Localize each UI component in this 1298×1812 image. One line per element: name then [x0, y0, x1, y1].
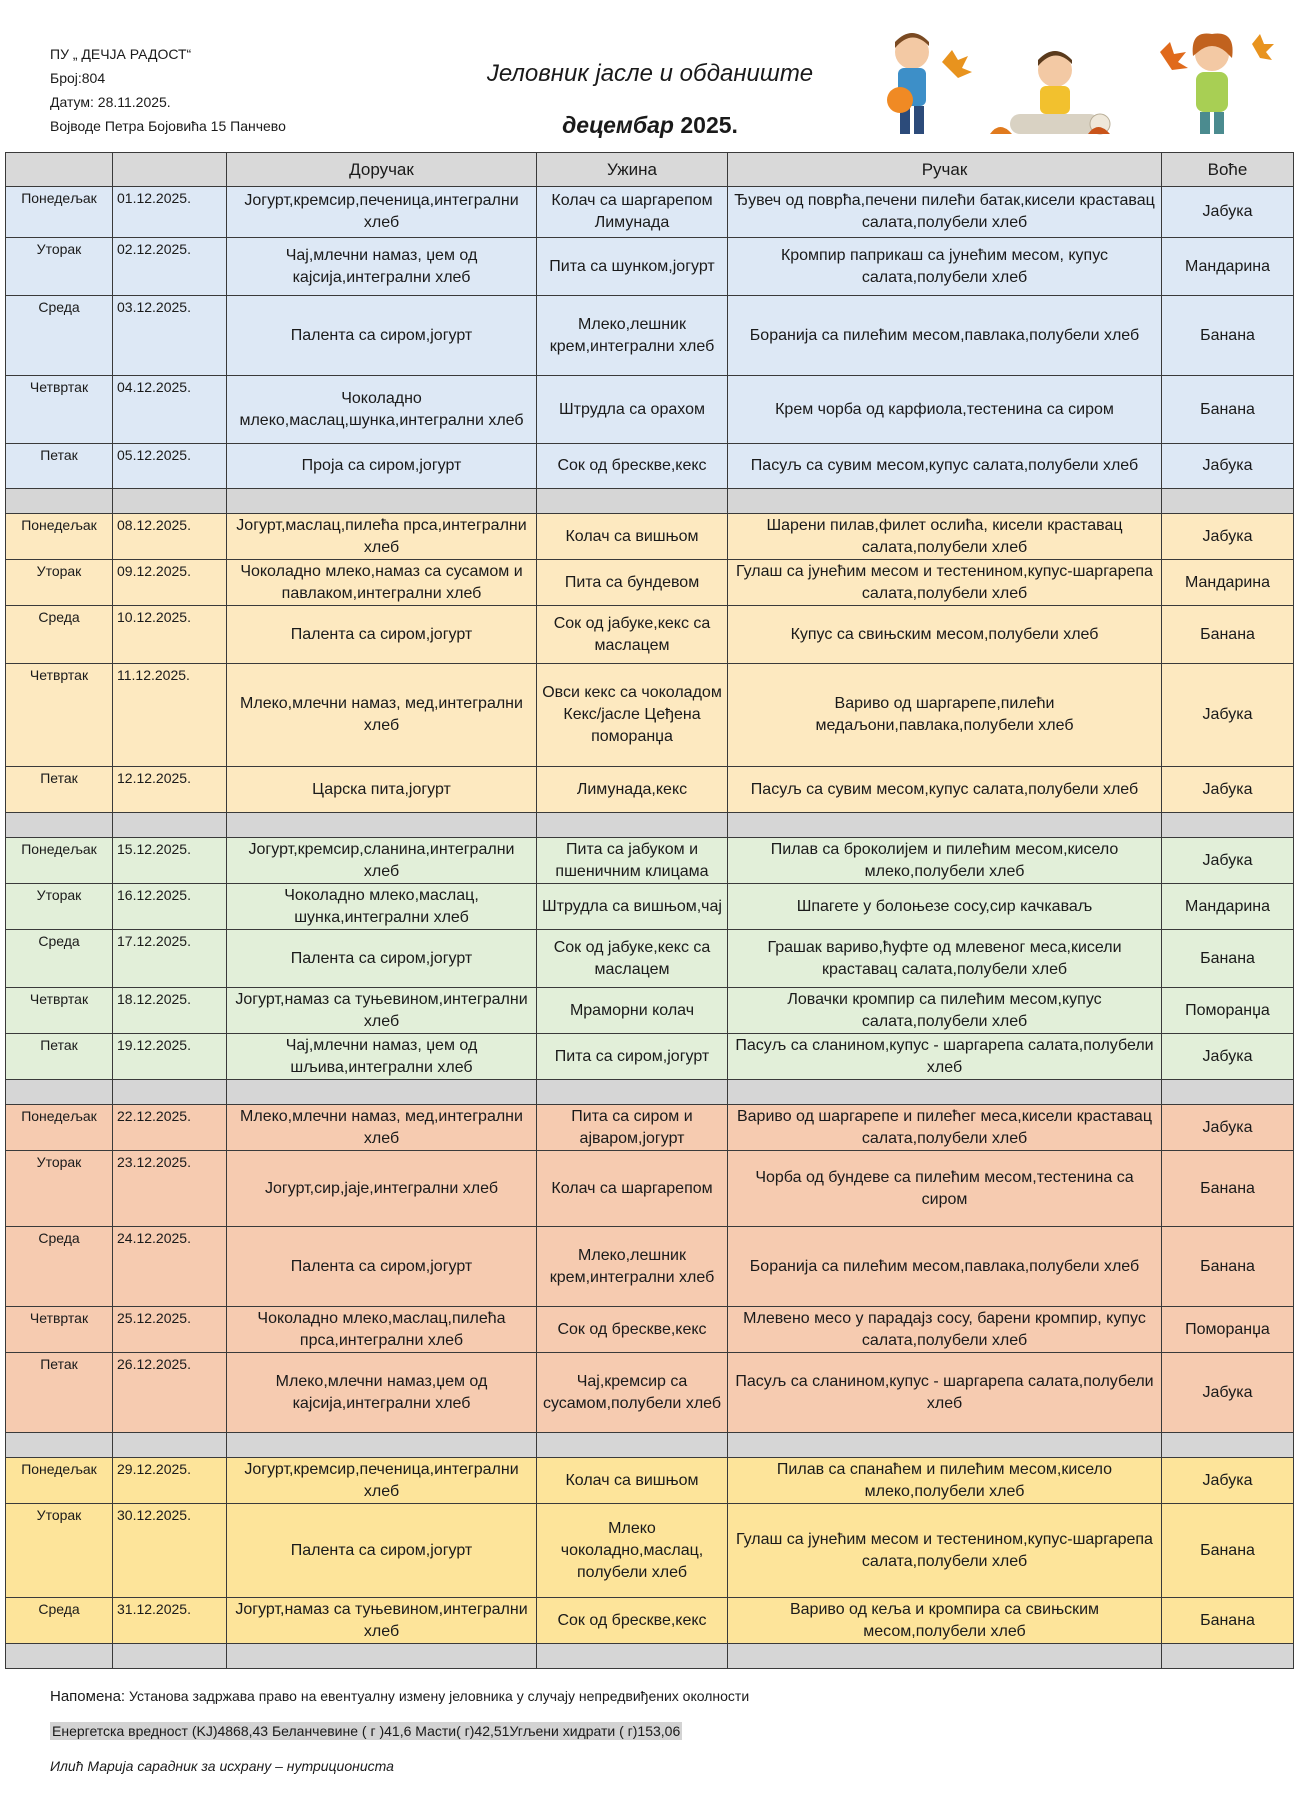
snack-cell: Сок од брескве,кекс: [537, 1307, 728, 1353]
header-day: [6, 153, 113, 187]
kid-on-log-icon: [990, 51, 1110, 134]
separator-cell: [728, 1644, 1162, 1669]
snack-cell: Колач са вишњом: [537, 514, 728, 560]
table-row: [6, 296, 1294, 376]
date-cell: 26.12.2025.: [113, 1353, 227, 1433]
snack-cell: Пита са сиром,јогурт: [537, 1034, 728, 1080]
snack-cell: Пита са сиром и ајваром,јогурт: [537, 1105, 728, 1151]
separator-cell: [1162, 1433, 1294, 1458]
lunch-cell: Чорба од бундеве са пилећим месом,тестенина са сиром: [728, 1151, 1162, 1227]
fruit-cell: Јабука: [1162, 187, 1294, 238]
table-row: [6, 664, 1294, 767]
header-block: [50, 42, 286, 138]
snack-cell: Млеко чоколадно,маслац, полубели хлеб: [537, 1504, 728, 1598]
day-cell: Уторак: [6, 1151, 113, 1227]
fruit-cell: Мандарина: [1162, 238, 1294, 296]
separator-cell: [6, 813, 113, 838]
menu-table: [5, 152, 1294, 1669]
day-cell: Петак: [6, 767, 113, 813]
date-cell: 15.12.2025.: [113, 838, 227, 884]
table-row: [6, 838, 1294, 884]
separator-cell: [728, 1080, 1162, 1105]
lunch-cell: Пасуљ са сланином,купус - шаргарепа салата,полубели хлеб: [728, 1034, 1162, 1080]
table-row: [6, 1034, 1294, 1080]
lunch-cell: Грашак вариво,ћуфте од млевеног меса,кисели краставац салата,полубели хлеб: [728, 930, 1162, 988]
day-cell: Понедељак: [6, 187, 113, 238]
snack-cell: Колач са шаргарепом: [537, 1151, 728, 1227]
header-fruit: Воће: [1162, 153, 1294, 187]
table-row: [6, 1105, 1294, 1151]
lunch-cell: Гулаш са јунећим месом и тестенином,купус-шаргарепа салата,полубели хлеб: [728, 1504, 1162, 1598]
snack-cell: Млеко,лешник крем,интегрални хлеб: [537, 1227, 728, 1307]
date-cell: 08.12.2025.: [113, 514, 227, 560]
menu-body: [6, 187, 1294, 1669]
day-cell: Понедељак: [6, 1458, 113, 1504]
date-cell: 24.12.2025.: [113, 1227, 227, 1307]
fruit-cell: Јабука: [1162, 1458, 1294, 1504]
header-date: [113, 153, 227, 187]
date-cell: 18.12.2025.: [113, 988, 227, 1034]
month-title: [480, 112, 820, 139]
fruit-cell: Банана: [1162, 376, 1294, 444]
table-row: [6, 1504, 1294, 1598]
separator-cell: [227, 1433, 537, 1458]
lunch-cell: Ђувеч од поврћа,печени пилећи батак,кисели краставац салата,полубели хлеб: [728, 187, 1162, 238]
table-row: [6, 1458, 1294, 1504]
lunch-cell: Боранија са пилећим месом,павлака,полубели хлеб: [728, 1227, 1162, 1307]
date-cell: 10.12.2025.: [113, 606, 227, 664]
fruit-cell: Поморанџа: [1162, 1307, 1294, 1353]
date-cell: 17.12.2025.: [113, 930, 227, 988]
lunch-cell: Купус са свињским месом,полубели хлеб: [728, 606, 1162, 664]
snack-cell: Колач са шаргарепом Лимунада: [537, 187, 728, 238]
lunch-cell: Ловачки кромпир са пилећим месом,купус салата,полубели хлеб: [728, 988, 1162, 1034]
day-cell: Понедељак: [6, 514, 113, 560]
table-row: [6, 1151, 1294, 1227]
snack-cell: Овси кекс са чоколадом Кекс/јасле Цеђена поморанџа: [537, 664, 728, 767]
lunch-cell: Вариво од кеља и кромпира са свињским месом,полубели хлеб: [728, 1598, 1162, 1644]
breakfast-cell: Јогурт,кремсир,сланина,интегрални хлеб: [227, 838, 537, 884]
lunch-cell: Вариво од шаргарепе,пилећи медаљони,павлака,полубели хлеб: [728, 664, 1162, 767]
date-cell: 09.12.2025.: [113, 560, 227, 606]
fruit-cell: Јабука: [1162, 1105, 1294, 1151]
page-title: Јеловник јасле и обданиште: [486, 60, 814, 87]
snack-cell: Сок од јабуке,кекс са маслацем: [537, 930, 728, 988]
separator-cell: [537, 1644, 728, 1669]
day-cell: Четвртак: [6, 664, 113, 767]
day-cell: Среда: [6, 930, 113, 988]
fruit-cell: Банана: [1162, 1151, 1294, 1227]
breakfast-cell: Јогурт,кремсир,печеница,интегрални хлеб: [227, 1458, 537, 1504]
breakfast-cell: Чоколадно млеко,маслац, шунка,интегрални хлеб: [227, 884, 537, 930]
lunch-cell: Гулаш са јунећим месом и тестенином,купус-шаргарепа салата,полубели хлеб: [728, 560, 1162, 606]
snack-cell: Сок од брескве,кекс: [537, 444, 728, 489]
table-row: [6, 560, 1294, 606]
breakfast-cell: Палента са сиром,јогурт: [227, 1227, 537, 1307]
separator-cell: [537, 813, 728, 838]
table-row: [6, 514, 1294, 560]
fruit-cell: Поморанџа: [1162, 988, 1294, 1034]
separator-cell: [113, 1433, 227, 1458]
date-cell: 29.12.2025.: [113, 1458, 227, 1504]
lunch-cell: Пасуљ са сувим месом,купус салата,полубели хлеб: [728, 767, 1162, 813]
date-cell: 19.12.2025.: [113, 1034, 227, 1080]
snack-cell: Мраморни колач: [537, 988, 728, 1034]
day-cell: Четвртак: [6, 988, 113, 1034]
week-separator-row: [6, 1644, 1294, 1669]
date-cell: 30.12.2025.: [113, 1504, 227, 1598]
autumn-kids-illustration: [860, 22, 1298, 144]
header-breakfast: Доручак: [227, 153, 537, 187]
breakfast-cell: Чоколадно млеко,маслац,шунка,интегрални хлеб: [227, 376, 537, 444]
document-number: Број:804: [50, 70, 106, 86]
separator-cell: [113, 489, 227, 514]
snack-cell: Штрудла са орахом: [537, 376, 728, 444]
fruit-cell: Јабука: [1162, 444, 1294, 489]
fruit-cell: Банана: [1162, 1227, 1294, 1307]
breakfast-cell: Палента са сиром,јогурт: [227, 930, 537, 988]
fruit-cell: Банана: [1162, 1598, 1294, 1644]
institution-name: ПУ „ ДЕЧЈА РАДОСТ“: [50, 46, 192, 62]
week-separator-row: [6, 813, 1294, 838]
snack-cell: Штрудла са вишњом,чај: [537, 884, 728, 930]
fruit-cell: Јабука: [1162, 1353, 1294, 1433]
fruit-cell: Банана: [1162, 296, 1294, 376]
separator-cell: [1162, 1080, 1294, 1105]
fruit-cell: Мандарина: [1162, 884, 1294, 930]
table-row: [6, 884, 1294, 930]
separator-cell: [227, 1080, 537, 1105]
date-cell: 31.12.2025.: [113, 1598, 227, 1644]
breakfast-cell: Јогурт,сир,јаје,интегрални хлеб: [227, 1151, 537, 1227]
breakfast-cell: Палента са сиром,јогурт: [227, 1504, 537, 1598]
day-cell: Уторак: [6, 1504, 113, 1598]
snack-cell: Сок од брескве,кекс: [537, 1598, 728, 1644]
note-label: Напомена:: [50, 1688, 126, 1705]
breakfast-cell: Млеко,млечни намаз, мед,интегрални хлеб: [227, 664, 537, 767]
day-cell: Петак: [6, 1353, 113, 1433]
day-cell: Среда: [6, 1598, 113, 1644]
fruit-cell: Јабука: [1162, 514, 1294, 560]
table-row: [6, 767, 1294, 813]
separator-cell: [6, 1644, 113, 1669]
day-cell: Понедељак: [6, 838, 113, 884]
snack-cell: Пита са шунком,јогурт: [537, 238, 728, 296]
separator-cell: [728, 813, 1162, 838]
fruit-cell: Јабука: [1162, 838, 1294, 884]
day-cell: Четвртак: [6, 376, 113, 444]
fruit-cell: Јабука: [1162, 1034, 1294, 1080]
day-cell: Уторак: [6, 238, 113, 296]
separator-cell: [6, 489, 113, 514]
fruit-cell: Јабука: [1162, 767, 1294, 813]
breakfast-cell: Палента са сиром,јогурт: [227, 606, 537, 664]
day-cell: Среда: [6, 606, 113, 664]
breakfast-cell: Царска пита,јогурт: [227, 767, 537, 813]
table-row: [6, 988, 1294, 1034]
separator-cell: [113, 1644, 227, 1669]
kid-with-pumpkin-icon: [887, 33, 972, 134]
separator-cell: [1162, 489, 1294, 514]
date-cell: 02.12.2025.: [113, 238, 227, 296]
day-cell: Понедељак: [6, 1105, 113, 1151]
breakfast-cell: Чај,млечни намаз, џем од шљива,интегрални хлеб: [227, 1034, 537, 1080]
date-cell: 23.12.2025.: [113, 1151, 227, 1227]
separator-cell: [537, 1433, 728, 1458]
lunch-cell: Пилав са спанаћем и пилећим месом,кисело млеко,полубели хлеб: [728, 1458, 1162, 1504]
separator-cell: [537, 1080, 728, 1105]
breakfast-cell: Јогурт,маслац,пилећа прса,интегрални хлеб: [227, 514, 537, 560]
fruit-cell: Банана: [1162, 606, 1294, 664]
snack-cell: Лимунада,кекс: [537, 767, 728, 813]
snack-cell: Чај,кремсир са сусамом,полубели хлеб: [537, 1353, 728, 1433]
fruit-cell: Банана: [1162, 1504, 1294, 1598]
separator-cell: [227, 1644, 537, 1669]
table-row: [6, 1353, 1294, 1433]
date-cell: 22.12.2025.: [113, 1105, 227, 1151]
table-row: [6, 1307, 1294, 1353]
snack-cell: Колач са вишњом: [537, 1458, 728, 1504]
month-name: децембар: [562, 112, 674, 138]
lunch-cell: Шарени пилав,филет ослића, кисели краставац салата,полубели хлеб: [728, 514, 1162, 560]
header-snack: Ужина: [537, 153, 728, 187]
lunch-cell: Шпагете у болоњезе сосу,сир качкаваљ: [728, 884, 1162, 930]
lunch-cell: Боранија са пилећим месом,павлака,полубели хлеб: [728, 296, 1162, 376]
week-separator-row: [6, 1080, 1294, 1105]
institution-address: Војводе Петра Бојовића 15 Панчево: [50, 118, 286, 134]
separator-cell: [537, 489, 728, 514]
lunch-cell: Крем чорба од карфиола,тестенина са сиром: [728, 376, 1162, 444]
energy-values: Енергетска вредност (KJ)4868,43 Беланчевине ( г )41,6 Масти( г)42,51Угљени хидрати ( г)153,06: [52, 1723, 681, 1739]
week-separator-row: [6, 489, 1294, 514]
separator-cell: [227, 489, 537, 514]
table-row: [6, 1598, 1294, 1644]
fruit-cell: Јабука: [1162, 664, 1294, 767]
day-cell: Петак: [6, 444, 113, 489]
day-cell: Петак: [6, 1034, 113, 1080]
separator-cell: [1162, 1644, 1294, 1669]
day-cell: Уторак: [6, 884, 113, 930]
day-cell: Уторак: [6, 560, 113, 606]
table-row: [6, 376, 1294, 444]
breakfast-cell: Јогурт,намаз са туњевином,интегрални хлеб: [227, 1598, 537, 1644]
breakfast-cell: Јогурт,намаз са туњевином,интегрални хлеб: [227, 988, 537, 1034]
separator-cell: [728, 489, 1162, 514]
breakfast-cell: Млеко,млечни намаз, мед,интегрални хлеб: [227, 1105, 537, 1151]
table-header-row: [6, 153, 1294, 187]
nutritionist-signature: Илић Марија сарадник за исхрану – нутрициониста: [50, 1758, 394, 1774]
date-cell: 16.12.2025.: [113, 884, 227, 930]
table-row: [6, 606, 1294, 664]
header-lunch: Ручак: [728, 153, 1162, 187]
fruit-cell: Мандарина: [1162, 560, 1294, 606]
separator-cell: [728, 1433, 1162, 1458]
month-year: 2025.: [680, 112, 738, 138]
document-date: Датум: 28.11.2025.: [50, 94, 171, 110]
date-cell: 04.12.2025.: [113, 376, 227, 444]
breakfast-cell: Чоколадно млеко,намаз са сусамом и павлаком,интегрални хлеб: [227, 560, 537, 606]
date-cell: 12.12.2025.: [113, 767, 227, 813]
separator-cell: [113, 813, 227, 838]
table-row: [6, 930, 1294, 988]
snack-cell: Пита са бундевом: [537, 560, 728, 606]
table-row: [6, 238, 1294, 296]
fruit-cell: Банана: [1162, 930, 1294, 988]
separator-cell: [1162, 813, 1294, 838]
date-cell: 03.12.2025.: [113, 296, 227, 376]
date-cell: 05.12.2025.: [113, 444, 227, 489]
day-cell: Среда: [6, 296, 113, 376]
week-separator-row: [6, 1433, 1294, 1458]
lunch-cell: Пилав са броколијем и пилећим месом,кисело млеко,полубели хлеб: [728, 838, 1162, 884]
day-cell: Среда: [6, 1227, 113, 1307]
breakfast-cell: Млеко,млечни намаз,џем од кајсија,интегрални хлеб: [227, 1353, 537, 1433]
separator-cell: [113, 1080, 227, 1105]
lunch-cell: Пасуљ са сланином,купус - шаргарепа салата,полубели хлеб: [728, 1353, 1162, 1433]
footer-note: [50, 1688, 749, 1705]
lunch-cell: Вариво од шаргарепе и пилећег меса,кисели краставац салата,полубели хлеб: [728, 1105, 1162, 1151]
date-cell: 11.12.2025.: [113, 664, 227, 767]
date-cell: 25.12.2025.: [113, 1307, 227, 1353]
note-text: Установа задржава право на евентуалну измену јеловника у случају непредвиђених околности: [128, 1688, 750, 1704]
separator-cell: [6, 1080, 113, 1105]
table-row: [6, 1227, 1294, 1307]
lunch-cell: Кромпир паприкаш са јунећим месом, купус салата,полубели хлеб: [728, 238, 1162, 296]
breakfast-cell: Чоколадно млеко,маслац,пилећа прса,интегрални хлеб: [227, 1307, 537, 1353]
breakfast-cell: Јогурт,кремсир,печеница,интегрални хлеб: [227, 187, 537, 238]
snack-cell: Пита са јабуком и пшеничним клицама: [537, 838, 728, 884]
lunch-cell: Пасуљ са сувим месом,купус салата,полубели хлеб: [728, 444, 1162, 489]
separator-cell: [6, 1433, 113, 1458]
table-row: [6, 444, 1294, 489]
separator-cell: [227, 813, 537, 838]
breakfast-cell: Палента са сиром,јогурт: [227, 296, 537, 376]
snack-cell: Сок од јабуке,кекс са маслацем: [537, 606, 728, 664]
snack-cell: Млеко,лешник крем,интегрални хлеб: [537, 296, 728, 376]
lunch-cell: Млевено месо у парадајз сосу, барени кромпир, купус салата,полубели хлеб: [728, 1307, 1162, 1353]
day-cell: Четвртак: [6, 1307, 113, 1353]
table-row: [6, 187, 1294, 238]
breakfast-cell: Чај,млечни намаз, џем од кајсија,интегрални хлеб: [227, 238, 537, 296]
girl-with-leaves-icon: [1160, 33, 1274, 134]
date-cell: 01.12.2025.: [113, 187, 227, 238]
breakfast-cell: Проја са сиром,јогурт: [227, 444, 537, 489]
